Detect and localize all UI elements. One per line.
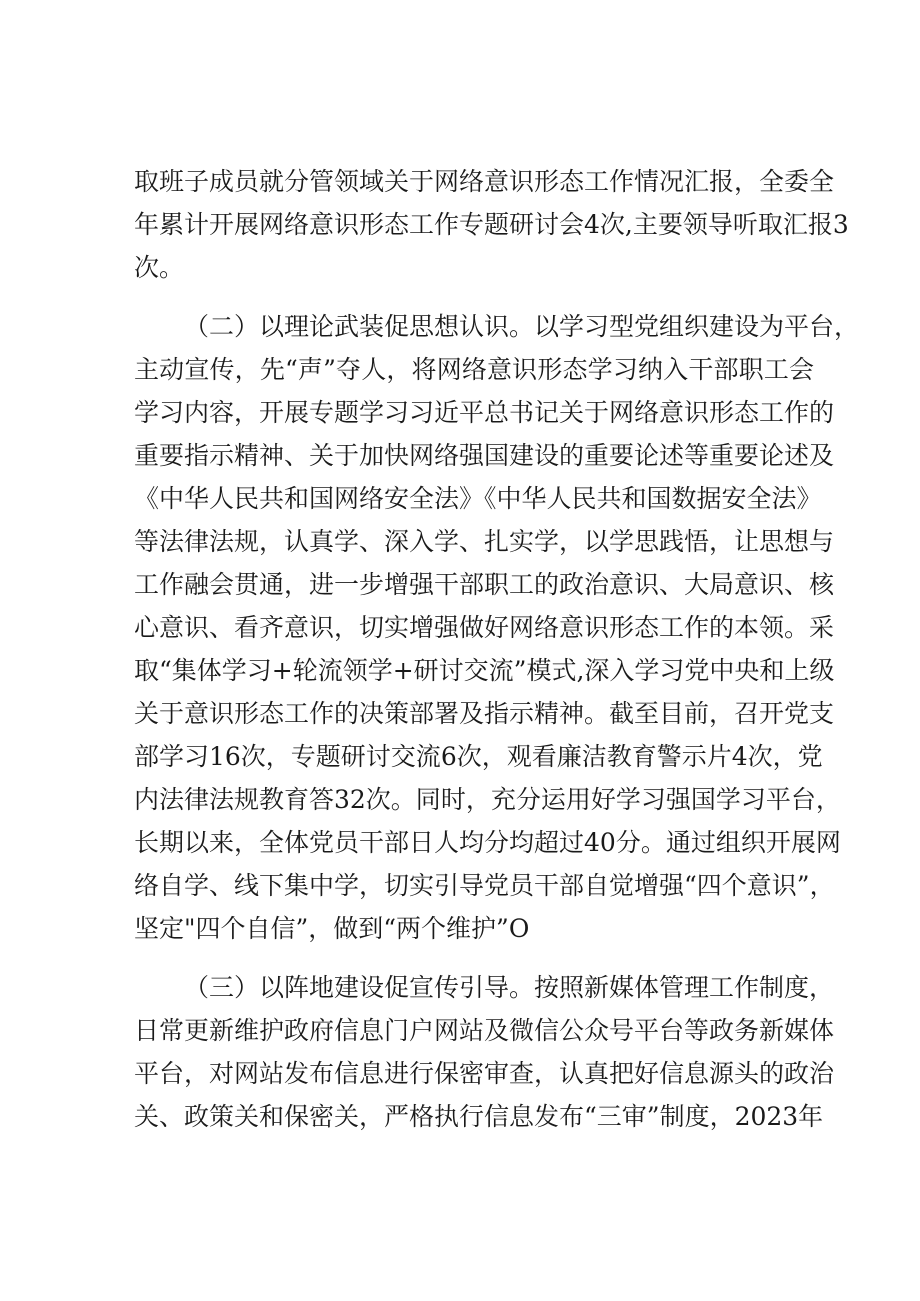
text-line: 心意识、看齐意识，切实增强做好网络意识形态工作的本领。采	[134, 613, 835, 642]
text-line: 日常更新维护政府信息门户网站及微信公众号平台等政务新媒体	[134, 1016, 835, 1045]
text-line: 取“集体学习+轮流领学+研讨交流”模式,深入学习党中央和上级	[134, 656, 835, 685]
paragraph-heading-line: （三）以阵地建设促宣传引导。按照新媒体管理工作制度，	[184, 973, 835, 1002]
text-line: 次。	[134, 253, 185, 282]
text-line: 关于意识形态工作的决策部署及指示精神。截至目前，召开党支	[134, 699, 835, 728]
text-line: 学习内容，开展专题学习习近平总书记关于网络意识形态工作的	[134, 398, 835, 427]
text-line: 内法律法规教育答32次。同时，充分运用好学习强国学习平台，	[134, 785, 841, 814]
text-line: 工作融会贯通，进一步增强干部职工的政治意识、大局意识、核	[134, 570, 835, 599]
text-line: 等法律法规，认真学、深入学、扎实学，以学思践悟，让思想与	[134, 527, 835, 556]
text-line: 长期以来，全体党员干部日人均分均超过40分。通过组织开展网	[134, 828, 841, 857]
text-line: 坚定"四个自信”，做到“两个维护”O	[134, 914, 530, 943]
text-line: 取班子成员就分管领域关于网络意识形态工作情况汇报，全委全	[134, 167, 835, 196]
text-line: 《中华人民共和国网络安全法》《中华人民共和国数据安全法》	[134, 484, 822, 513]
text-line: 平台，对网站发布信息进行保密审查，认真把好信息源头的政治	[134, 1059, 835, 1088]
text-line: 年累计开展网络意识形态工作专题研讨会4次,主要领导听取汇报3	[134, 210, 849, 239]
text-line: 主动宣传，先“声”夺人，将网络意识形态学习纳入干部职工会	[134, 355, 814, 384]
text-line: 关、政策关和保密关，严格执行信息发布“三审”制度，2023年	[134, 1102, 824, 1131]
paragraph-heading-line: （二）以理论武装促思想认识。以学习型党组织建设为平台，	[184, 312, 860, 341]
text-line: 重要指示精神、关于加快网络强国建设的重要论述等重要论述及	[134, 441, 835, 470]
text-line: 部学习16次，专题研讨交流6次，观看廉洁教育警示片4次，党	[134, 742, 823, 771]
text-line: 络自学、线下集中学，切实引导党员干部自觉增强“四个意识”，	[134, 871, 835, 900]
